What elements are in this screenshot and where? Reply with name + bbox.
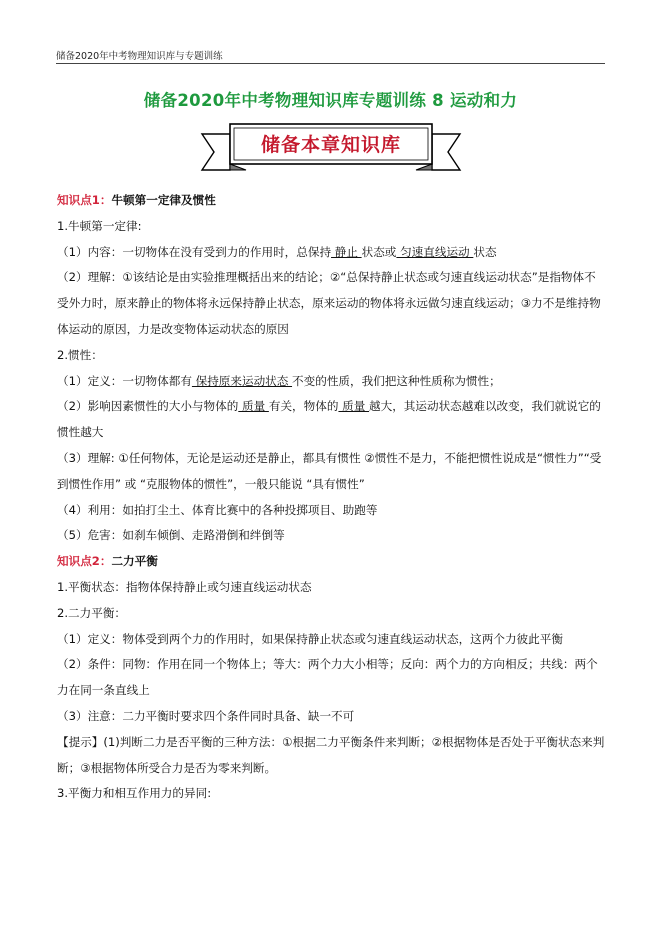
blank-answer: 质量 [338,399,369,414]
kp1-s2-heading: 2.惯性： [57,347,103,362]
kp1-s1-item2: （2）理解：①该结论是由实验推理概括出来的结论；②“总保持静止状态或匀速直线运动状态”是指物体不受外力时，原来静止的物体将永远保持静止状态，原来运动的物体将永远做匀速直线运动；③力不是维持物体运动的原因，力是改变物体运动状态的原因 [57,270,601,336]
document-title: 储备2020年中考物理知识库专题训练 8 运动和力 [143,91,518,110]
kp1-s2-item3: （3）理解: ①任何物体，无论是运动还是静止，都具有惯性 ②惯性不是力，不能把惯性说成是“惯性力”“受到惯性作用” 或 “克服物体的惯性”，一般只能说 “具有惯性” [57,450,602,491]
kp2-s1: 1.平衡状态：指物体保持静止或匀速直线运动状态 [57,579,312,594]
banner-ribbon [200,118,462,178]
text-segment: 不变的性质，我们把这种性质称为惯性； [292,373,501,388]
kp2-tip: 【提示】(1)判断二力是否平衡的三种方法：①根据二力平衡条件来判断；②根据物体是否处于平衡状态来判断；③根据物体所受合力是否为零来判断。 [57,734,605,775]
text-segment: （2）影响因素惯性的大小与物体的 [57,399,239,414]
text-segment: 越大，其运动状态越难以改变，我们就说它的惯性越大 [57,399,601,440]
kp1-s2-item4: （4）利用：如拍打尘土、体育比赛中的各种投掷项目、助跑等 [57,502,378,517]
kp1-title: 牛顿第一定律及惯性 [111,193,216,207]
page-header: 储备2020年中考物理知识库与专题训练 [56,51,223,62]
kp2-s3-heading: 3.平衡力和相互作用力的异同: [57,786,212,801]
kp1-s1-heading: 1.牛顿第一定律: [57,218,142,233]
header-divider [56,63,605,64]
text-segment: 状态 [473,244,497,259]
kp1-label: 知识点1： [57,193,112,207]
kp2-s2-heading: 2.二力平衡： [57,605,127,620]
kp2-heading [57,549,605,575]
kp2-s2-item2: （2）条件：同物：作用在同一个物体上；等大：两个力大小相等；反向：两个力的方向相反；共线：两个力在同一条直线上 [57,657,598,698]
content-body [57,188,605,807]
kp1-s2-item5: （5）危害：如刹车倾倒、走路滑倒和绊倒等 [57,528,285,543]
banner-text: 储备本章知识库 [260,134,402,156]
text-segment: 有关，物体的 [268,399,339,414]
text-segment: （1）定义：一切物体都有 [57,373,192,388]
blank-answer: 保持原来运动状态 [191,373,293,388]
kp1-s1-item1 [57,240,605,266]
blank-answer: 匀速直线运动 [396,244,474,259]
kp1-s2-item1 [57,369,605,395]
kp1-heading [57,188,605,214]
kp1-s2-item2 [57,394,605,446]
kp2-label: 知识点2： [57,554,112,569]
kp2-s2-item1: （1）定义：物体受到两个力的作用时，如果保持静止状态或匀速直线运动状态，这两个力彼此平衡 [57,631,563,646]
text-segment: 状态或 [361,244,397,259]
blank-answer: 质量 [238,399,269,414]
kp2-title: 二力平衡 [111,554,158,569]
kp2-s2-item3: （3）注意：二力平衡时要求四个条件同时具备、缺一不可 [57,708,355,723]
text-segment: （1）内容：一切物体在没有受到力的作用时，总保持 [57,244,332,259]
blank-answer: 静止 [331,244,362,259]
